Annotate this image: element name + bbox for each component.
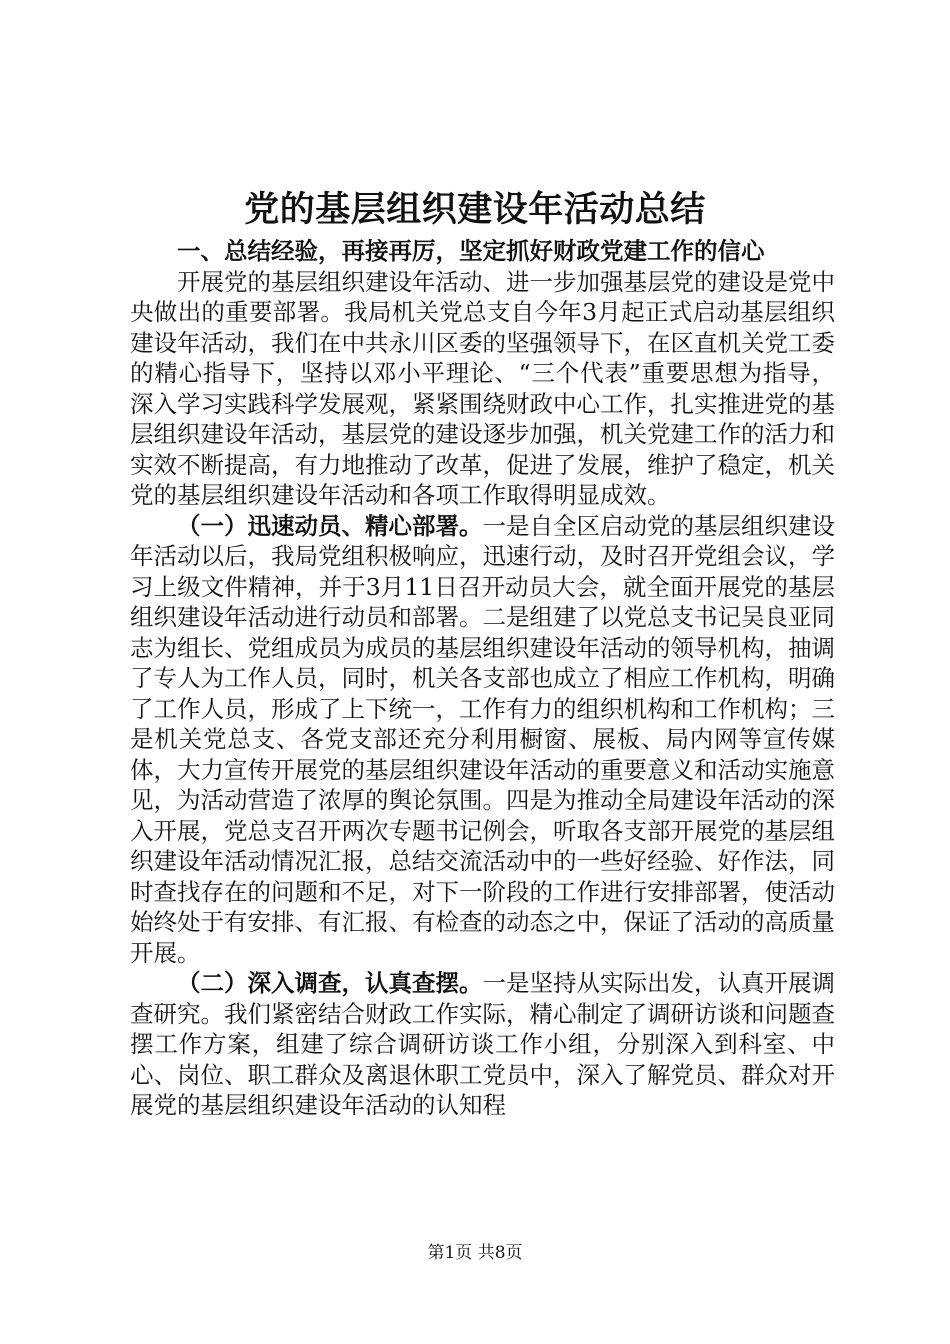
paragraph-mobilization-body: 一是自全区启动党的基层组织建设年活动以后，我局党组积极响应，迅速行动，及时召开党组会议，学习上级文件精神，并于3月11日召开动员大会，就全面开展党的基层组织建设年活动进行动员和部署。二是组建了以党总支书记吴良亚同志为组长、党组成员为成员的基层组织建设年活动的领导机构，抽调了专人为工作人员，同时，机关各支部也成立了相应工作机构，明确了工作人员，形成了上下统一，工作有力的组织机构和工作机构；三是机关党总支、各党支部还充分利用橱窗、展板、局内网等宣传媒体，大力宣传开展党的基层组织建设年活动的重要意义和活动实施意见，为活动营造了浓厚的舆论氛围。四是为推动全局建设年活动的深入开展，党总支召开两次专题书记例会，听取各支部开展党的基层组织建设年活动情况汇报，总结交流活动中的一些好经验、好作法，同时查找存在的问题和不足，对下一阶段的工作进行安排部署，使活动始终处于有安排、有汇报、有检查的动态之中，保证了活动的高质量开展。	[130, 511, 835, 967]
paragraph-intro: 开展党的基层组织建设年活动、进一步加强基层党的建设是党中央做出的重要部署。我局机关党总支自今年3月起正式启动基层组织建设年活动，我们在中共永川区委的坚强领导下，在区直机关党工委的精心指导下，坚持以邓小平理论、“三个代表”重要思想为指导，深入学习实践科学发展观，紧紧围绕财政中心工作，扎实推进党的基层组织建设年活动，基层党的建设逐步加强，机关党建工作的活力和实效不断提高，有力地推动了改革，促进了发展，维护了稳定，机关党的基层组织建设年活动和各项工作取得明显成效。	[130, 267, 835, 509]
subheading-mobilization: （一）迅速动员、精心部署。	[177, 511, 483, 540]
paragraph-mobilization	[130, 511, 835, 969]
page-footer: 第1页 共8页	[427, 1243, 523, 1263]
document-body	[130, 236, 835, 1121]
subheading-investigation: （二）深入调查，认真查摆。	[177, 969, 483, 997]
paragraph-investigation-body: 一是坚持从实际出发，认真开展调查研究。我们紧密结合财政工作实际，精心制定了调研访谈和问题查摆工作方案，组建了综合调研访谈工作小组，分别深入到科室、中心、岗位、职工群众及离退休职工党员中，深入了解党员、群众对开展党的基层组织建设年活动的认知程	[130, 969, 835, 1119]
document-title: 党的基层组织建设年活动总结	[244, 189, 706, 230]
section-heading: 一、总结经验，再接再厉，坚定抓好财政党建工作的信心	[177, 237, 765, 265]
paragraph-investigation	[130, 968, 835, 1121]
